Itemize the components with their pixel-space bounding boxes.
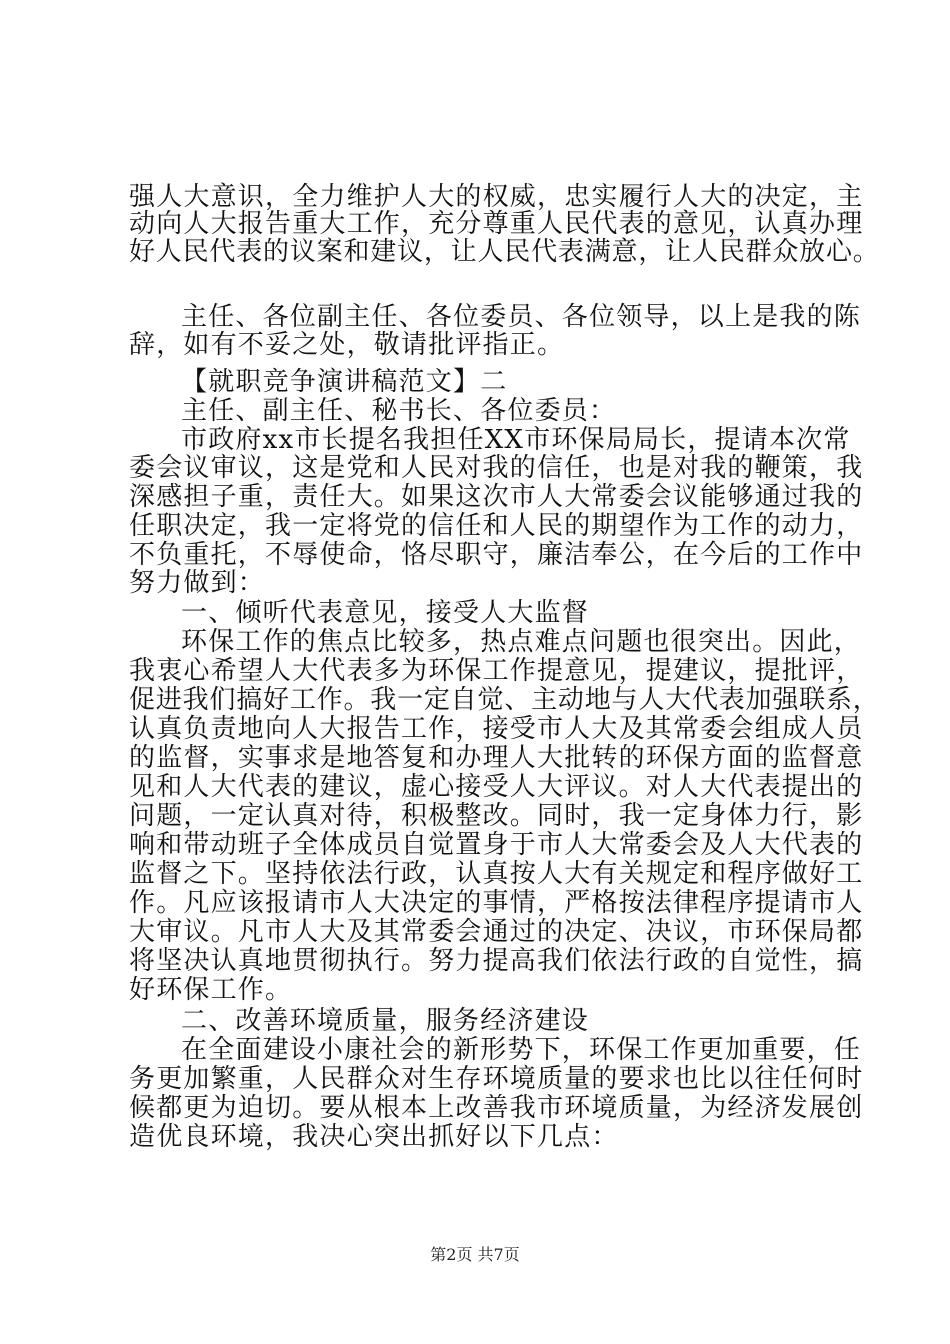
text-line: 主任、副主任、秘书长、各位委员：	[181, 396, 617, 426]
text-line: 的监督，实事求是地答复和办理人大批转的环保方面的监督意	[129, 743, 864, 773]
text-line: 市政府xx市长提名我担任XX市环保局局长，提请本次常	[181, 425, 851, 455]
text-line: 二、改善环境质量，服务经济建设	[181, 1006, 590, 1036]
text-line: 不负重托，不辱使命，恪尽职守，廉洁奉公，在今后的工作中	[129, 540, 864, 570]
text-line: 环保工作的焦点比较多，热点难点问题也很突出。因此，	[181, 627, 862, 657]
text-line: 动向人大报告重大工作，充分尊重人民代表的意见，认真办理	[129, 209, 864, 239]
text-line: 候都更为迫切。要从根本上改善我市环境质量，为经济发展创	[129, 1093, 864, 1123]
text-line: 委会议审议，这是党和人民对我的信任，也是对我的鞭策，我	[129, 453, 864, 483]
text-line: 强人大意识，全力维护人大的权威，忠实履行人大的决定，主	[129, 182, 864, 212]
text-line: 促进我们搞好工作。我一定自觉、主动地与人大代表加强联系，	[129, 685, 880, 715]
text-line: 见和人大代表的建议，虚心接受人大评议。对人大代表提出的	[129, 772, 864, 802]
text-line: 努力做到：	[129, 568, 266, 598]
text-line: 好环保工作。	[129, 975, 293, 1005]
text-line: 将坚决认真地贯彻执行。努力提高我们依法行政的自觉性，搞	[129, 946, 864, 976]
text-line: 问题，一定认真对待，积极整改。同时，我一定身体力行，影	[129, 801, 864, 831]
text-line: 任职决定，我一定将党的信任和人民的期望作为工作的动力，	[129, 511, 864, 541]
text-line: 主任、各位副主任、各位委员、各位领导，以上是我的陈	[181, 302, 862, 332]
text-line: 辞，如有不妥之处，敬请批评指正。	[129, 330, 565, 360]
text-line: 好人民代表的议案和建议，让人民代表满意，让人民群众放心。	[129, 237, 880, 267]
text-line: 务更加繁重，人民群众对生存环境质量的要求也比以往任何时	[129, 1064, 864, 1094]
text-line: 深感担子重，责任大。如果这次市人大常委会议能够通过我的	[129, 482, 864, 512]
text-line: 【就职竞争演讲稿范文】二	[181, 367, 508, 397]
text-line: 在全面建设小康社会的新形势下，环保工作更加重要，任	[181, 1035, 862, 1065]
text-line: 造优良环境，我决心突出抓好以下几点：	[129, 1122, 619, 1152]
text-line: 认真负责地向人大报告工作，接受市人大及其常委会组成人员	[129, 714, 864, 744]
text-line: 我衷心希望人大代表多为环保工作提意见，提建议，提批评，	[129, 656, 864, 686]
page-footer: 第2页 共7页	[430, 1245, 520, 1264]
text-line: 一、倾听代表意见，接受人大监督	[181, 598, 590, 628]
text-line: 作。凡应该报请市人大决定的事情，严格按法律程序提请市人	[129, 888, 864, 918]
text-line: 大审议。凡市人大及其常委会通过的决定、决议，市环保局都	[129, 917, 864, 947]
text-line: 响和带动班子全体成员自觉置身于市人大常委会及人大代表的	[129, 830, 864, 860]
text-line: 监督之下。坚持依法行政，认真按人大有关规定和程序做好工	[129, 859, 864, 889]
